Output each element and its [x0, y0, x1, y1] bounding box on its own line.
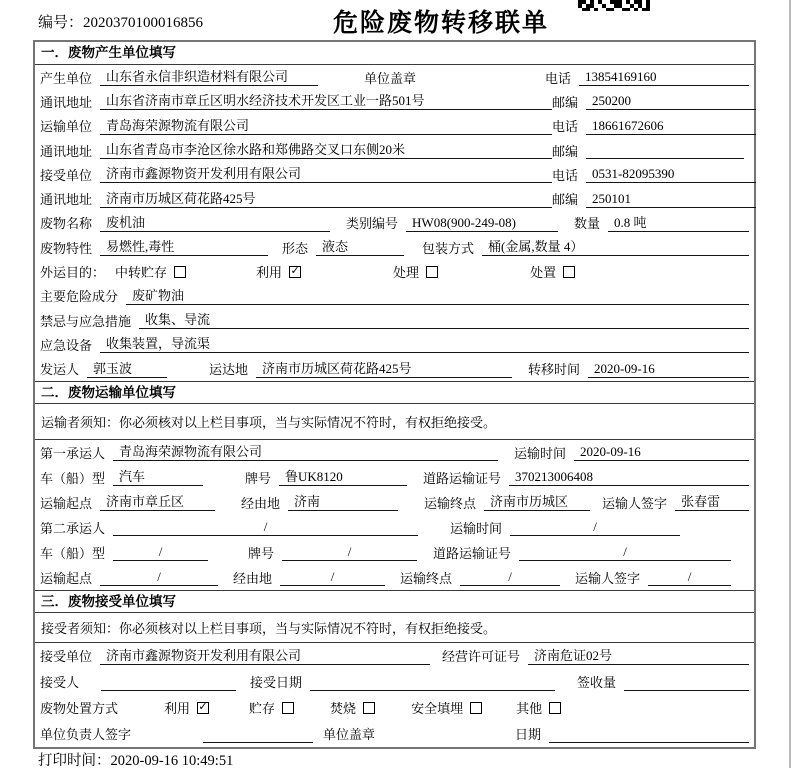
row-first-carrier [35, 440, 754, 465]
row-vehicle1 [35, 465, 754, 490]
purpose-label: 外运目的： [40, 265, 106, 281]
producer-value: 山东省永信非织造材料有限公司 [100, 68, 318, 86]
row-contraindication [35, 308, 754, 332]
via1-value: 济南 [288, 493, 398, 511]
manifest-table [33, 40, 756, 749]
received-qty-label: 签收量 [577, 675, 617, 691]
characteristics-value: 易燃性,毒性 [100, 238, 268, 256]
carrier1-value: 青岛海荣源物流有限公司 [113, 443, 498, 461]
phone1-value: 13854169160 [579, 68, 749, 86]
addr2-value: 山东省青岛市李沧区徐水路和郑佛路交叉口东侧20米 [100, 141, 552, 159]
responsible-sign-label: 单位负责人签字 [40, 727, 132, 743]
row-waste-characteristics [35, 235, 754, 259]
disposal-other-checkbox [549, 702, 561, 714]
purpose-dispose-label: 处置 [530, 265, 557, 281]
road-license2-label: 道路运输证号 [433, 545, 512, 561]
category-label: 类别编号 [346, 216, 399, 232]
form-label: 形态 [282, 240, 309, 256]
zip2-label: 邮编 [552, 143, 579, 159]
phone1-label: 电话 [544, 70, 571, 86]
row-transporter [35, 114, 754, 138]
print-time-label: 打印时间： [38, 753, 111, 768]
row-producer [35, 65, 754, 89]
plate2-value: / [282, 543, 417, 561]
responsible-sign-value [203, 725, 313, 743]
row-responsible-sign [35, 721, 754, 747]
purpose-use-checkbox: ✓ [290, 265, 300, 278]
recipient-value [101, 673, 236, 691]
addr1-label: 通讯地址 [40, 94, 93, 110]
disposal-store-checkbox [282, 702, 294, 714]
row-route2 [35, 565, 754, 590]
row-main-hazard [35, 284, 754, 308]
sign1-label: 运输人签字 [602, 495, 668, 511]
section2-header: 二．废物运输单位填写 [35, 381, 754, 404]
disposal-other-label: 其他 [516, 701, 543, 717]
unit-seal-label: 单位盖章 [364, 70, 417, 86]
disposal-incinerate-label: 焚烧 [330, 701, 357, 717]
transfer-time-value: 2020-09-16 [588, 360, 749, 378]
origin1-label: 运输起点 [40, 495, 93, 511]
receiver-notice: 接受者须知：你必须核对以上栏目事项，当与实际情况不符时，有权拒绝接受。 [35, 613, 754, 643]
destination-label: 运达地 [209, 362, 249, 378]
permit-value: 济南危证02号 [528, 647, 749, 665]
accept-date-label: 接受日期 [250, 675, 303, 691]
accept-unit-label: 接受单位 [40, 649, 93, 665]
phone2-label: 电话 [552, 119, 579, 135]
disposal-landfill-checkbox [470, 702, 482, 714]
characteristics-label: 废物特性 [40, 240, 93, 256]
purpose-transfer-checkbox [174, 266, 186, 278]
contraindication-value: 收集、导流 [139, 311, 749, 329]
disposal-use-checkbox: ✓ [198, 701, 208, 714]
transport-time1-label: 运输时间 [514, 445, 567, 461]
row-disposal-method [35, 695, 754, 721]
date-label: 日期 [515, 727, 542, 743]
row-receiver [35, 162, 754, 186]
vehicle2-value: / [113, 543, 208, 561]
transporter-label: 运输单位 [40, 119, 93, 135]
disposal-store-label: 贮存 [249, 701, 276, 717]
unit-seal2-label: 单位盖章 [323, 727, 376, 743]
end2-label: 运输终点 [400, 570, 453, 586]
row-second-carrier [35, 515, 754, 540]
origin2-label: 运输起点 [40, 570, 93, 586]
end1-value: 济南市历城区 [484, 493, 590, 511]
via2-value: / [280, 568, 385, 586]
producer-label: 产生单位 [40, 70, 93, 86]
serial-value: 2020370100016856 [83, 15, 204, 31]
row-vehicle2 [35, 540, 754, 565]
plate1-value: 鲁UK8120 [279, 468, 407, 486]
row-route1 [35, 490, 754, 515]
addr3-label: 通讯地址 [40, 192, 93, 208]
via1-label: 经由地 [241, 495, 281, 511]
zip2-value [586, 141, 744, 159]
row-consignor [35, 357, 754, 381]
row-outbound-purpose [35, 259, 754, 283]
row-accept-unit [35, 643, 754, 669]
packaging-value: 桶(金属,数量 4） [482, 238, 749, 256]
waste-name-label: 废物名称 [40, 216, 93, 232]
qr-code-fragment [578, 0, 650, 12]
date-value [549, 725, 749, 743]
addr3-value: 济南市历城区荷花路425号 [100, 190, 552, 208]
sign2-label: 运输人签字 [575, 570, 641, 586]
row-transporter-address [35, 138, 754, 162]
purpose-dispose-checkbox [563, 266, 575, 278]
zip3-value: 250101 [586, 190, 756, 208]
quantity-label: 数量 [574, 216, 601, 232]
receiver-value: 济南市鑫源物资开发利用有限公司 [100, 165, 552, 183]
purpose-treat-checkbox [426, 266, 438, 278]
zip1-label: 邮编 [552, 94, 579, 110]
phone3-value: 0531-82095390 [586, 165, 756, 183]
plate1-label: 牌号 [245, 470, 272, 486]
emergency-equipment-value: 收集装置，导流渠 [100, 335, 749, 353]
page-edge-line [789, 0, 791, 768]
vehicle1-label: 车（船）型 [40, 470, 106, 486]
road-license1-label: 道路运输证号 [423, 470, 502, 486]
purpose-treat-label: 处理 [393, 265, 420, 281]
transport-time1-value: 2020-09-16 [574, 443, 749, 461]
transport-time2-label: 运输时间 [450, 520, 503, 536]
addr2-label: 通讯地址 [40, 143, 93, 159]
zip1-value: 250200 [586, 92, 756, 110]
via2-label: 经由地 [233, 570, 273, 586]
transporter-notice: 运输者须知：你必须核对以上栏目事项，当与实际情况不符时，有权拒绝接受。 [35, 404, 754, 440]
purpose-transfer-label: 中转贮存 [115, 265, 168, 281]
contraindication-label: 禁忌与应急措施 [40, 313, 132, 329]
transport-time2-value: / [510, 518, 680, 536]
carrier2-label: 第二承运人 [40, 520, 106, 536]
disposal-use-label: 利用 [164, 701, 191, 717]
accept-unit-value: 济南市鑫源物资开发利用有限公司 [100, 647, 430, 665]
end2-value: / [460, 568, 560, 586]
section3-header: 三．废物接受单位填写 [35, 590, 754, 613]
recipient-label: 接受人 [40, 675, 80, 691]
road-license1-value: 370213006408 [509, 468, 749, 486]
print-time-value: 2020-09-16 10:49:51 [110, 753, 234, 768]
serial-number [38, 11, 203, 32]
disposal-incinerate-checkbox [363, 702, 375, 714]
plate2-label: 牌号 [248, 545, 275, 561]
purpose-use-label: 利用 [256, 265, 283, 281]
page-title: 危险废物转移联单 [333, 10, 550, 37]
vehicle1-value: 汽车 [113, 468, 203, 486]
disposal-label: 废物处置方式 [40, 701, 119, 717]
main-hazard-label: 主要危险成分 [40, 289, 119, 305]
end1-label: 运输终点 [424, 495, 477, 511]
origin1-value: 济南市章丘区 [100, 493, 215, 511]
sign2-value: / [648, 568, 731, 586]
received-qty-value [624, 673, 749, 691]
phone3-label: 电话 [552, 167, 579, 183]
row-producer-address [35, 89, 754, 113]
emergency-equipment-label: 应急设备 [40, 337, 93, 353]
carrier1-label: 第一承运人 [40, 445, 106, 461]
form-value: 液态 [316, 238, 404, 256]
row-waste-name [35, 211, 754, 235]
main-hazard-value: 废矿物油 [126, 287, 749, 305]
disposal-landfill-label: 安全填埋 [411, 701, 464, 717]
quantity-value: 0.8 吨 [608, 214, 749, 232]
waste-name-value: 废机油 [100, 214, 330, 232]
vehicle2-label: 车（船）型 [40, 545, 106, 561]
destination-value: 济南市历城区荷花路425号 [256, 360, 512, 378]
sign1-value: 张春雷 [675, 493, 749, 511]
packaging-label: 包装方式 [422, 240, 475, 256]
origin2-value: / [100, 568, 218, 586]
row-receiver-address [35, 186, 754, 210]
category-value: HW08(900-249-08) [406, 214, 558, 232]
section1-header: 一．废物产生单位填写 [35, 42, 754, 65]
serial-label: 编号： [38, 15, 84, 31]
road-license2-value: / [519, 543, 731, 561]
row-emergency-equipment [35, 332, 754, 356]
permit-label: 经营许可证号 [442, 649, 521, 665]
carrier2-value: / [113, 518, 418, 536]
row-recipient [35, 669, 754, 695]
phone2-value: 18661672606 [586, 117, 756, 135]
consignor-value: 郭玉波 [87, 360, 167, 378]
consignor-label: 发运人 [40, 362, 80, 378]
print-time [38, 749, 233, 768]
zip3-label: 邮编 [552, 192, 579, 208]
receiver-label: 接受单位 [40, 167, 93, 183]
transfer-time-label: 转移时间 [528, 362, 581, 378]
transporter-value: 青岛海荣源物流有限公司 [100, 117, 552, 135]
addr1-value: 山东省济南市章丘区明水经济技术开发区工业一路501号 [100, 92, 552, 110]
accept-date-value [310, 673, 555, 691]
